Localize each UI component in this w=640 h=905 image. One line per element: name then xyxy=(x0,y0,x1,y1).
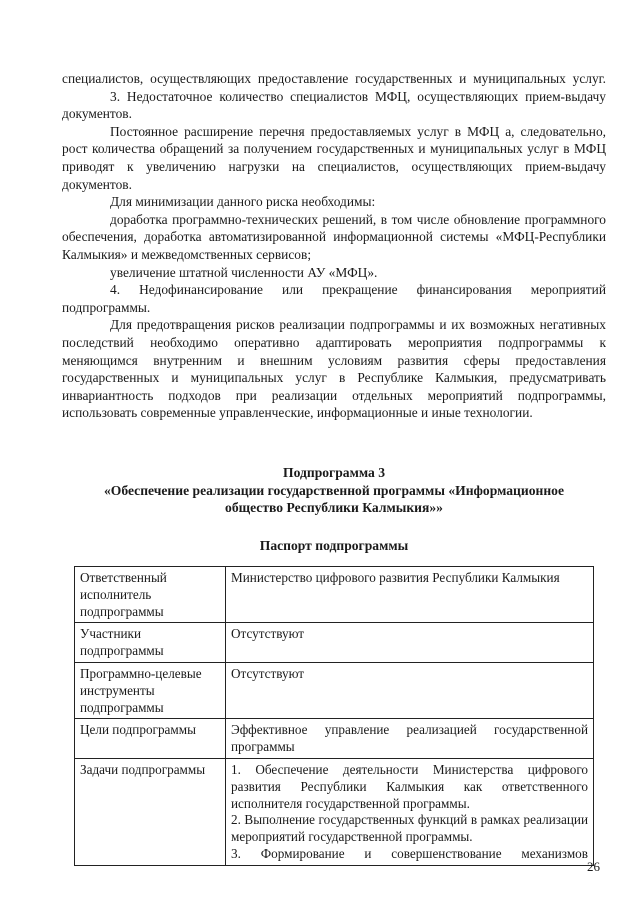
passport-title: Паспорт подпрограммы xyxy=(259,538,409,553)
passport-table xyxy=(74,566,594,866)
page-number: 26 xyxy=(587,859,600,874)
row-label: Цели подпрограммы xyxy=(75,719,226,759)
row-value: Отсутствуют xyxy=(226,662,594,718)
table-row xyxy=(75,662,594,718)
paragraph: Для минимизации данного риска необходимы: xyxy=(110,194,376,210)
paragraph: увеличение штатной численности АУ «МФЦ». xyxy=(110,264,378,280)
paragraph: специалистов, осуществляющих предоставление государственных и муниципальных услуг. xyxy=(62,71,606,86)
task-item: 3. Формирование и совершенствование механизмов xyxy=(231,845,588,861)
row-value: Отсутствуют xyxy=(226,623,594,663)
row-label: Ответственный исполнитель подпрограммы xyxy=(75,567,226,623)
table-row xyxy=(75,567,594,623)
subprogram-name-line: «Обеспечение реализации государственной программы «Информационное xyxy=(103,482,565,498)
paragraph: доработка программно-технических решений, в том числе обновление программного обеспечения, доработка автоматизированной информационной системы «МФЦ-Республики Калмыкия» и межведомственных сервисов; xyxy=(62,211,606,262)
task-item: 2. Выполнение государственных функций в рамках реализации мероприятий государственной программы. xyxy=(231,812,588,845)
paragraph: Для предотвращения рисков реализации подпрограммы и их возможных негативных последствий необходимо оперативно адаптировать мероприятия подпрограммы к меняющимся внутренним и внешним условиям развития сферы предоставления государственных и муниципальных услуг в Республике Калмыкия, предусматривать инвариантность подходов при реализации отдельных мероприятий подпрограммы, использовать современные управленческие, информационные и иные технологии. xyxy=(62,317,606,421)
row-value: Министерство цифрового развития Республики Калмыкия xyxy=(226,567,594,623)
task-item: 1. Обеспечение деятельности Министерства цифрового развития Республики Калмыкия как ответственного исполнителя государственной программы. xyxy=(231,761,588,811)
row-label: Программно-целевые инструменты подпрограммы xyxy=(75,662,226,718)
table-row xyxy=(75,623,594,663)
table-row xyxy=(75,719,594,759)
row-label: Участники подпрограммы xyxy=(75,623,226,663)
paragraph: 3. Недостаточное количество специалистов МФЦ, осуществляющих прием-выдачу документов. xyxy=(62,88,606,122)
subprogram-title: Подпрограмма 3 xyxy=(283,465,385,480)
body-text xyxy=(62,70,606,422)
row-value xyxy=(226,758,594,865)
paragraph: Постоянное расширение перечня предоставляемых услуг в МФЦ а, следовательно, рост количества обращений за получением государственных и муниципальных услуг в МФЦ приводят к увеличению нагрузки на специалистов, осуществляющих прием-выдачу документов. xyxy=(62,123,606,192)
table-row xyxy=(75,758,594,865)
subprogram-heading xyxy=(62,464,606,517)
row-value: Эффективное управление реализацией государственной программы xyxy=(226,719,594,759)
row-label: Задачи подпрограммы xyxy=(75,758,226,865)
paragraph: 4. Недофинансирование или прекращение финансирования мероприятий подпрограммы. xyxy=(62,282,606,315)
subprogram-name-line: общество Республики Калмыкия»» xyxy=(225,500,443,516)
